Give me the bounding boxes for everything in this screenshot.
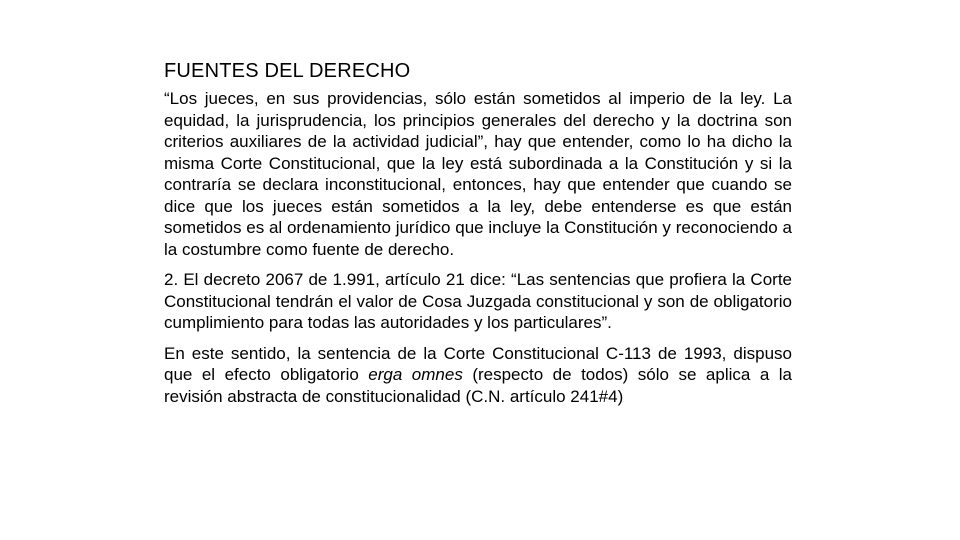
paragraph-sentence-after: (respecto de todos) sólo se aplica a la revisión abstracta de constitucionalidad (C.N. artículo 241#4): [164, 365, 792, 406]
slide-content: [164, 58, 792, 416]
slide-title: FUENTES DEL DERECHO: [164, 60, 411, 82]
paragraph-sentence-before: En este sentido, la sentencia de la Corte Constitucional C-113 de 1993, dispuso que el efecto obligatorio: [164, 343, 792, 384]
paragraph-quote: “Los jueces, en sus providencias, sólo están sometidos al imperio de la ley. La equidad, la jurisprudencia, los principios generales del derecho y la doctrina son criterios auxiliares de la actividad judicial”, hay que entender, como lo ha dicho la misma Corte Constitucional, que la ley está subordinada a la Constitución y si la contraría se declara inconstitucional, entonces, hay que entender que cuando se dice que los jueces están sometidos a la ley, debe entenderse es que están sometidos es al ordenamiento jurídico que incluye la Constitución y reconociendo a la costumbre como fuente de derecho.: [164, 89, 792, 259]
paragraph-sentence: [164, 343, 792, 408]
paragraph-decree: 2. El decreto 2067 de 1.991, artículo 21 dice: “Las sentencias que profiera la Corte Constitucional tendrán el valor de Cosa Juzgada constitucional y son de obligatorio cumplimiento para todas las autoridades y los particulares”.: [164, 270, 792, 332]
paragraph-sentence-emphasis: erga omnes: [368, 365, 463, 384]
